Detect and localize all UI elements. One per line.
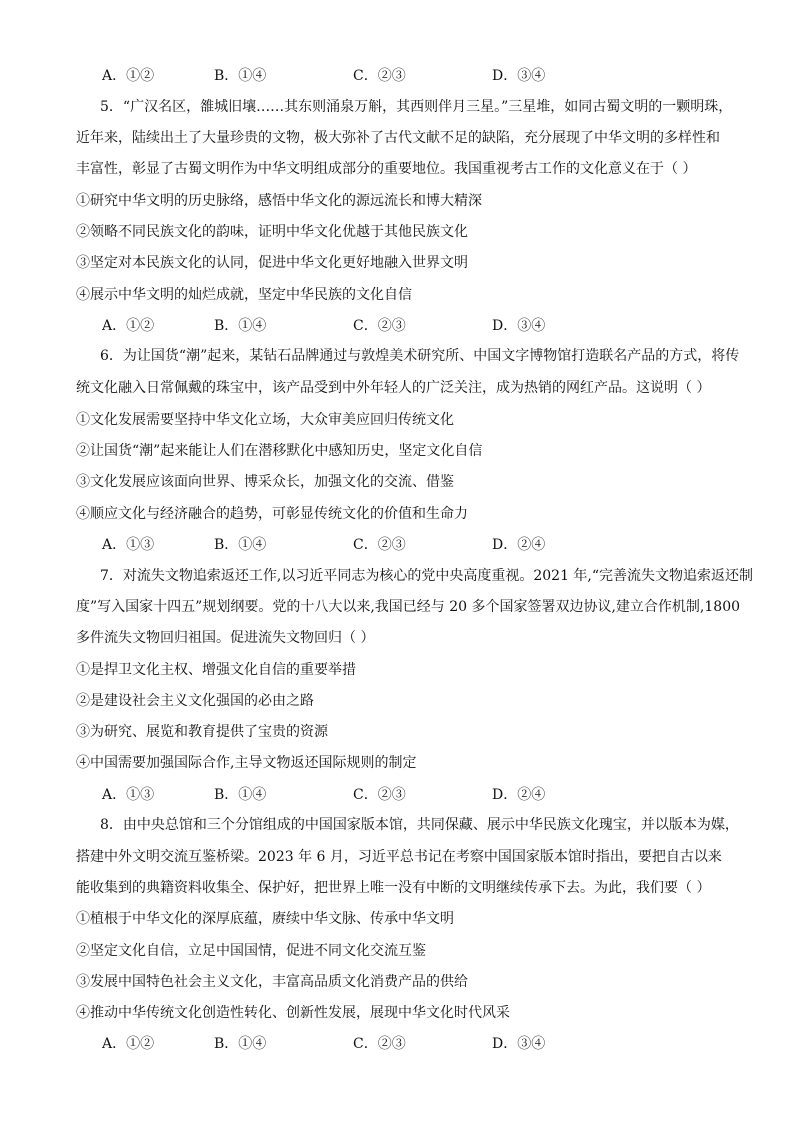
q4-option-d: D．③④ <box>492 68 546 84</box>
q6-option-b: B．①④ <box>214 537 267 553</box>
q7-option-c: C．②③ <box>353 787 406 803</box>
q8-option-a: A．①② <box>102 1036 155 1052</box>
q7-stem-line: 多件流失文物回归祖国。促进流失文物回归（ ） <box>76 630 375 646</box>
q6-options <box>102 534 702 556</box>
q7-options <box>102 784 702 806</box>
q5-option-b: B．①④ <box>214 318 267 334</box>
q8-stem-line: 搭建中外文明交流互鉴桥梁。2023 年 6 月，习近平总书记在考察中国国家版本馆时指出，要把自古以来 <box>76 849 722 865</box>
q8-options <box>102 1033 702 1055</box>
q8-choice-2: ②坚定文化自信，立足中国国情，促进不同文化交流互鉴 <box>76 943 426 959</box>
q6-option-a: A．①③ <box>102 537 155 553</box>
q8-choice-1: ①植根于中华文化的深厚底蕴，赓续中华文脉、传承中华文明 <box>76 911 454 927</box>
q5-option-a: A．①② <box>102 318 155 334</box>
q7-choice-1: ①是捍卫文化主权、增强文化自信的重要举措 <box>76 662 356 678</box>
q5-choice-3: ③坚定对本民族文化的认同，促进中华文化更好地融入世界文明 <box>76 255 468 271</box>
q5-option-c: C．②③ <box>353 318 406 334</box>
q7-stem-line: 度”写入国家十四五”规划纲要。党的十八大以来,我国已经与 20 多个国家签署双边协议,建立合作机制,1800 <box>76 599 741 615</box>
q5-choice-2: ②领略不同民族文化的韵味，证明中华文化优越于其他民族文化 <box>76 224 468 240</box>
q6-choice-1: ①文化发展需要坚持中华文化立场，大众审美应回归传统文化 <box>76 412 454 428</box>
q4-option-c: C．②③ <box>353 68 406 84</box>
q5-option-d: D．③④ <box>492 318 546 334</box>
q6-option-c: C．②③ <box>353 537 406 553</box>
q7-stem-line: 7．对流失文物追索返还工作,以习近平同志为核心的党中央高度重视。2021 年,“完善流失文物追索返还制 <box>100 568 754 584</box>
q5-stem-line: 丰富性，彰显了古蜀文明作为中华文明组成部分的重要地位。我国重视考古工作的文化意义在于（ ） <box>76 161 697 177</box>
q8-choice-4: ④推动中华传统文化创造性转化、创新性发展，展现中华文化时代风采 <box>76 1005 510 1021</box>
q8-option-c: C．②③ <box>353 1036 406 1052</box>
q5-stem-line: 5．“广汉名区，雒城旧壤……其东则涌泉万斛，其西则伴月三星。”三星堆，如同古蜀文明的一颗明珠， <box>100 99 733 115</box>
q4-option-b: B．①④ <box>214 68 267 84</box>
q6-stem-line: 统文化融入日常佩戴的珠宝中，该产品受到中外年轻人的广泛关注，成为热销的网红产品。这说明（ ） <box>76 380 711 396</box>
q4-options <box>102 65 702 87</box>
q7-option-d: D．②④ <box>492 787 546 803</box>
q8-stem-line: 8．由中央总馆和三个分馆组成的中国国家版本馆，共同保藏、展示中华民族文化瑰宝，并以版本为媒， <box>100 817 739 833</box>
q8-option-b: B．①④ <box>214 1036 267 1052</box>
q5-choice-4: ④展示中华文明的灿烂成就，坚定中华民族的文化自信 <box>76 287 412 303</box>
q7-choice-4: ④中国需要加强国际合作,主导文物返还国际规则的制定 <box>76 755 417 771</box>
q8-choice-3: ③发展中国特色社会主义文化，丰富高品质文化消费产品的供给 <box>76 974 468 990</box>
q6-stem-line: 6．为让国货“潮”起来，某钻石品牌通过与敦煌美术研究所、中国文字博物馆打造联名产品的方式，将传 <box>100 348 740 364</box>
q5-stem-line: 近年来，陆续出土了大量珍贵的文物，极大弥补了古代文献不足的缺陷，充分展现了中华文明的多样性和 <box>76 130 720 146</box>
q7-choice-3: ③为研究、展览和教育提供了宝贵的资源 <box>76 724 328 740</box>
q8-option-d: D．③④ <box>492 1036 546 1052</box>
q7-option-a: A．①③ <box>102 787 155 803</box>
q6-option-d: D．②④ <box>492 537 546 553</box>
q5-choice-1: ①研究中华文明的历史脉络，感悟中华文化的源远流长和博大精深 <box>76 193 482 209</box>
q6-choice-2: ②让国货“潮”起来能让人们在潜移默化中感知历史，坚定文化自信 <box>76 443 483 459</box>
q6-choice-4: ④顺应文化与经济融合的趋势，可彰显传统文化的价值和生命力 <box>76 506 468 522</box>
q8-stem-line: 能收集到的典籍资料收集全、保护好，把世界上唯一没有中断的文明继续传承下去。为此，我们要（ ） <box>76 880 711 896</box>
q5-options <box>102 315 702 337</box>
q7-choice-2: ②是建设社会主义文化强国的必由之路 <box>76 693 314 709</box>
q6-choice-3: ③文化发展应该面向世界、博采众长，加强文化的交流、借鉴 <box>76 474 454 490</box>
q7-option-b: B．①④ <box>214 787 267 803</box>
q4-option-a: A．①② <box>102 68 155 84</box>
